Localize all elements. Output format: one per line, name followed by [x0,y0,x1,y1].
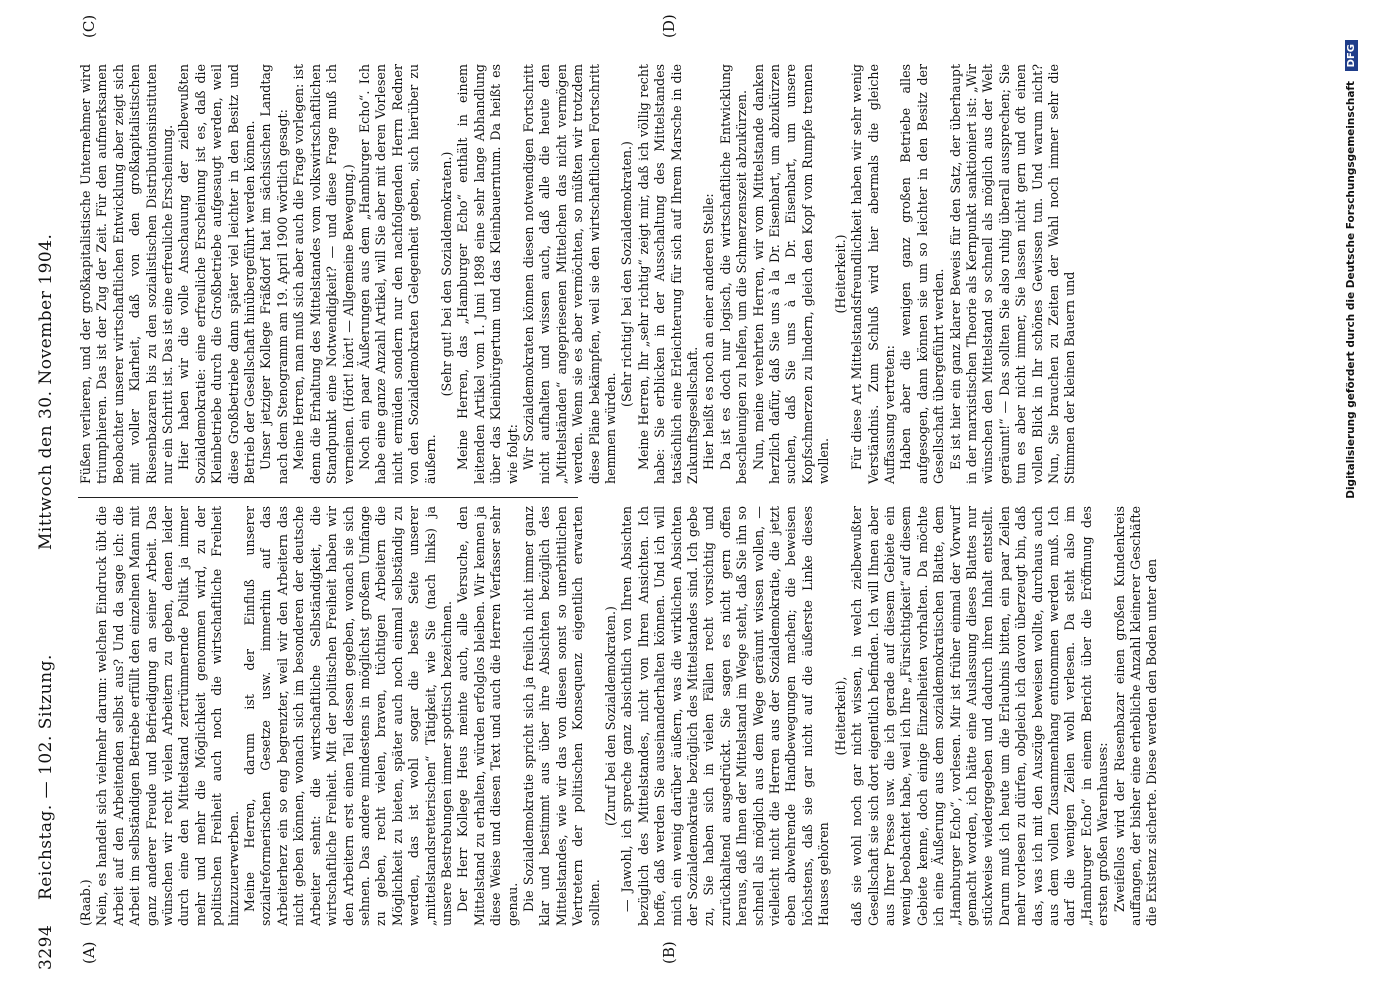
paragraph: Unser jetziger Kollege Fräßdorf hat im sächsischen Landtag nach dem Stenogramm am 19. April 1900 wörtlich gesagt: [258,64,290,484]
paragraph: Der Herr Kollege Heus meinte auch, alle Versuche, den Mittelstand zu erhalten, würden erfolglos bleiben. Wir kennen ja diese Weise und diesen Text und auch die Herren Verfasser sehr genau. [455,506,520,926]
paragraph: daß sie wohl noch gar nicht wissen, in welch zielbewußter Gesellschaft sie sich dort eigentlich befinden. Ich will Ihnen aber aus Ihrer Presse usw. die ich gerade auf diesem Gebiete ein wenig beobachtet habe, weil ich Ihre „Fürsichtigkeit“ auf diesem Gebiete kenne, doch einige Einzelheiten vorhalten. Da möchte ich eine Äußerung aus dem sozialdemokratischen Blatte, dem „Hamburger Echo“, vorlesen. Mir ist früher einmal der Vorwurf gemacht worden, ich hätte eine Auslassung dieses Blattes nur stückweise wiedergegeben und dadurch ihren Inhalt entstellt. Darum muß ich heute um die Erlaubnis bitten, ein paar Zeilen mehr vorlesen zu dürfen, obgleich ich davon überzeugt bin, daß das, was ich mit den Auszüge beweisen wollte, durchaus auch aus dem vollen Zusammenhang entnommen werden muß. Ich darf die wenigen Zeilen wohl verlesen. Da steht also im „Hamburger Echo“ in einem Bericht über die Eröffnung des ersten großen Warenhauses: [849,506,1111,926]
right-column [78,64,1079,484]
paragraph: Nun, meine verehrten Herren, wir vom Mittelstande danken herzlich dafür, daß Sie uns à la Dr. Eisenbart, um abzukürzen suchen, daß Sie uns à la Dr. Eisenbart, um unsere Kopfschmerzen zu lindern, gleich den Kopf vom Rumpfe trennen wollen. [750,64,832,484]
interjection: (Heiterkeit), [832,676,848,756]
interjection: (Sehr richtig! bei den Sozialdemokraten.) [619,141,635,407]
interjection: (Sehr gut! bei den Sozialdemokraten.) [438,151,454,397]
paragraph: Noch ein paar Äußerungen aus dem „Hamburger Echo“. Ich habe eine ganze Anzahl Artikel, will Sie aber mit deren Vorlesen nicht ermüden sondern nur den nachfolgenden Herrn Redner von den Sozialdemokraten Gelegenheit geben, sich hierüber zu äußern. [356,64,438,484]
quotation: Füßen verlieren, und der großkapitalistische Unternehmer wird triumphieren. Das ist der Zug der Zeit. Für den aufmerksamen Beobachter unserer wirtschaftlichen Entwicklung aber zeigt sich mit voller Klarheit, daß von den großkapitalistischen Riesenbazaren bis zu den sozialistischen Distributionsinstituten nur ein Schritt ist. Das ist eine erfreuliche Erscheinung. [78,64,176,484]
paragraph: Die Sozialdemokratie spricht sich ja freilich nicht immer ganz klar und bestimmt aus über ihre Absichten bezüglich des Mittelstandes, wie wir das von diesen sonst so unerbittlichen Vertretern der politischen Konsequenz eigentlich erwarten sollten. [520,506,602,926]
paragraph: Es ist hier ein ganz klarer Beweis für den Satz, der überhaupt in der marxistischen Theorie als Kernpunkt sanktioniert ist: „Wir wünschen den Mittelstand so schnell als möglich aus der Welt geräumt!“ — Das sollten Sie also ruhig überall aussprechen; Sie tun es aber nicht immer, Sie lassen nicht gern und oft einen vollen Blick in Ihr schönes Gewissen tun. Und warum nicht? Nun, Sie brauchen zu Zeiten der Wahl noch immer sehr die Stimmen der kleinen Bauern und [947,64,1078,484]
paragraph: Meine Herren, das „Hamburger Echo“ enthält in einem leitenden Artikel vom 1. Juni 1898 eine sehr lange Abhandlung über das Kleinbürgertum und das Kleinbauerntum. Da heißt es wie folgt: [455,64,520,484]
margin-letter-b: (B) [660,941,678,964]
digitization-note [1345,0,1375,1000]
paragraph: Nein, es handelt sich vielmehr darum: welchen Eindruck übt die Arbeit auf den Arbeitenden selbst aus? Und da sage ich: die Arbeit im selbständigen Betriebe erfüllt den einzelnen Mann mit ganz anderer Freude und Befriedigung an seiner Arbeit. Das wünschen wir recht vielen Arbeitern zu geben, denen leider durch eine den Mittelstand zertrümmernde Politik ja immer mehr und mehr die Möglichkeit genommen wird, zu der politischen Freiheit auch noch die wirtschaftliche Freiheit hinzuzuerwerben. [94,506,241,926]
left-column [78,506,1161,926]
margin-letter-a: (A) [80,941,98,964]
header-left-title: Reichstag. — 102. Sitzung. [36,654,56,900]
quotation: Haben aber die wenigen ganz großen Betriebe alles aufgesogen, dann können sie um so leichter in den Besitz der Gesellschaft übergeführt werden. [898,64,947,484]
interjection: (Zuruf bei den Sozialdemokraten.) [603,606,618,826]
column-divider [78,497,578,498]
quotation: Meine Herren, man muß sich aber auch die Frage vorlegen: ist denn die Erhaltung des Mittelstandes vom volkswirtschaftlichen Standpunkt eine Notwendigkeit? — und diese Frage muß ich verneinen. (Hört! hört! — Allgemeine Bewegung.) [291,64,356,484]
paragraph: Meine Herren, Ihr „sehr richtig“ zeigt mir, daß ich völlig recht habe: Sie erblicken in der Ausschaltung des Mittelstandes tatsächlich eine Erleichterung für sich auf Ihrem Marsche in die Zukunftsgesellschaft. [635,64,701,484]
paragraph: Hier haben wir die volle Anschauung der zielbewußten Sozialdemokratie: eine erfreuliche Erscheinung ist es, daß die Kleinbetriebe durch die Großbetriebe aufgesaugt werden, weil diese Großbetriebe dann später viel leichter in den Besitz und Betrieb der Gesellschaft hinübergeführt werden können. [176,64,258,484]
paragraph: Für diese Art Mittelstandsfreundlichkeit haben wir sehr wenig Verständnis. Zum Schluß wird hier abermals die gleiche Auffassung vertreten: [849,64,897,484]
paragraph: — Jawohl, ich spreche ganz absichtlich von Ihren Absichten bezüglich des Mittelstandes, nicht von Ihren Ansichten. Ich hoffe, daß werden Sie auseinanderhalten können. Und ich will mich ein wenig darüber äußern, was die wirklichen Absichten der Sozialdemokratie bezüglich des Mittelstandes sind. Ich gebe zu, Sie haben sich in vielen Fällen recht vorsichtig und zurückhaltend ausgedrückt. Sie sagen es nicht gern offen heraus, daß Ihnen der Mittelstand im Wege steht, daß Sie ihn so schnell als möglich aus dem Wege geräumt wissen wollen, — vielleicht nicht die Herren aus der Sozialdemokratie, die jetzt eben abwehrende Handbewegungen machen; die beweisen höchstens, daß sie gar nicht auf die äußerste Linke dieses Hauses gehören [619,506,832,926]
header-right-title: Mittwoch den 30. November 1904. [36,233,56,550]
digitization-text: Digitalisierung gefördert durch die Deutsche Forschungsgemeinschaft [1345,81,1357,499]
paragraph: Meine Herren, darum ist der Einfluß unserer sozialreformerischen Gesetze usw. immerhin auf das Arbeiterherz ein so eng begrenzter, weil wir den Arbeitern das nicht geben können, wonach sich im besonderen der deutsche Arbeiter sehnt: die wirtschaftliche Selbständigkeit, die wirtschaftliche Freiheit. Mit der politischen Freiheit haben wir den Arbeitern erst einen Teil dessen gegeben, wonach sie sich sehnen. Das andere mindestens in möglichst großem Umfange zu geben, recht vielen, braven, tüchtigen Arbeitern die Möglichkeit zu bieten, später auch noch einmal selbständig zu werden, das ist wohl sogar die beste Seite unserer „mittelstandsretterischen“ Tätigkeit, wie Sie (nach links) ja unsere Bestrebungen immer spottisch bezeichnen. [242,506,454,926]
quotation: Zweifellos wird der Riesenbazar einen großen Kundenkreis auffangen, der bisher eine erhebliche Anzahl kleinerer Geschäfte die Existenz sicherte. Diese werden den Boden unter den [1111,506,1160,926]
quotation: Wir Sozialdemokraten können diesen notwendigen Fortschritt nicht aufhalten und wissen auch, daß alle die heute den „Mittelständen“ angepriesenen Mittelchen das nicht vermögen werden. Wenn sie es aber vermöchten, so müßten wir trotzdem diese Pläne bekämpfen, weil sie den wirtschaftlichen Fortschritt hemmen würden. [520,64,618,484]
interjection: (Heiterkeit.) [832,234,848,314]
margin-letter-c: (C) [80,14,98,38]
margin-letter-d: (D) [660,14,678,38]
page-number: 3294 [36,924,56,970]
dfg-logo: DFG [1345,40,1358,71]
speaker-name: (Raab.) [78,879,93,926]
running-head [36,30,66,970]
paragraph: Hier heißt es noch an einer anderen Stelle: [701,193,717,470]
quotation: Da ist es doch nur logisch, die wirtschaftliche Entwicklung beschleunigen zu helfen, um die Schmerzenszeit abzukürzen. [717,64,750,484]
